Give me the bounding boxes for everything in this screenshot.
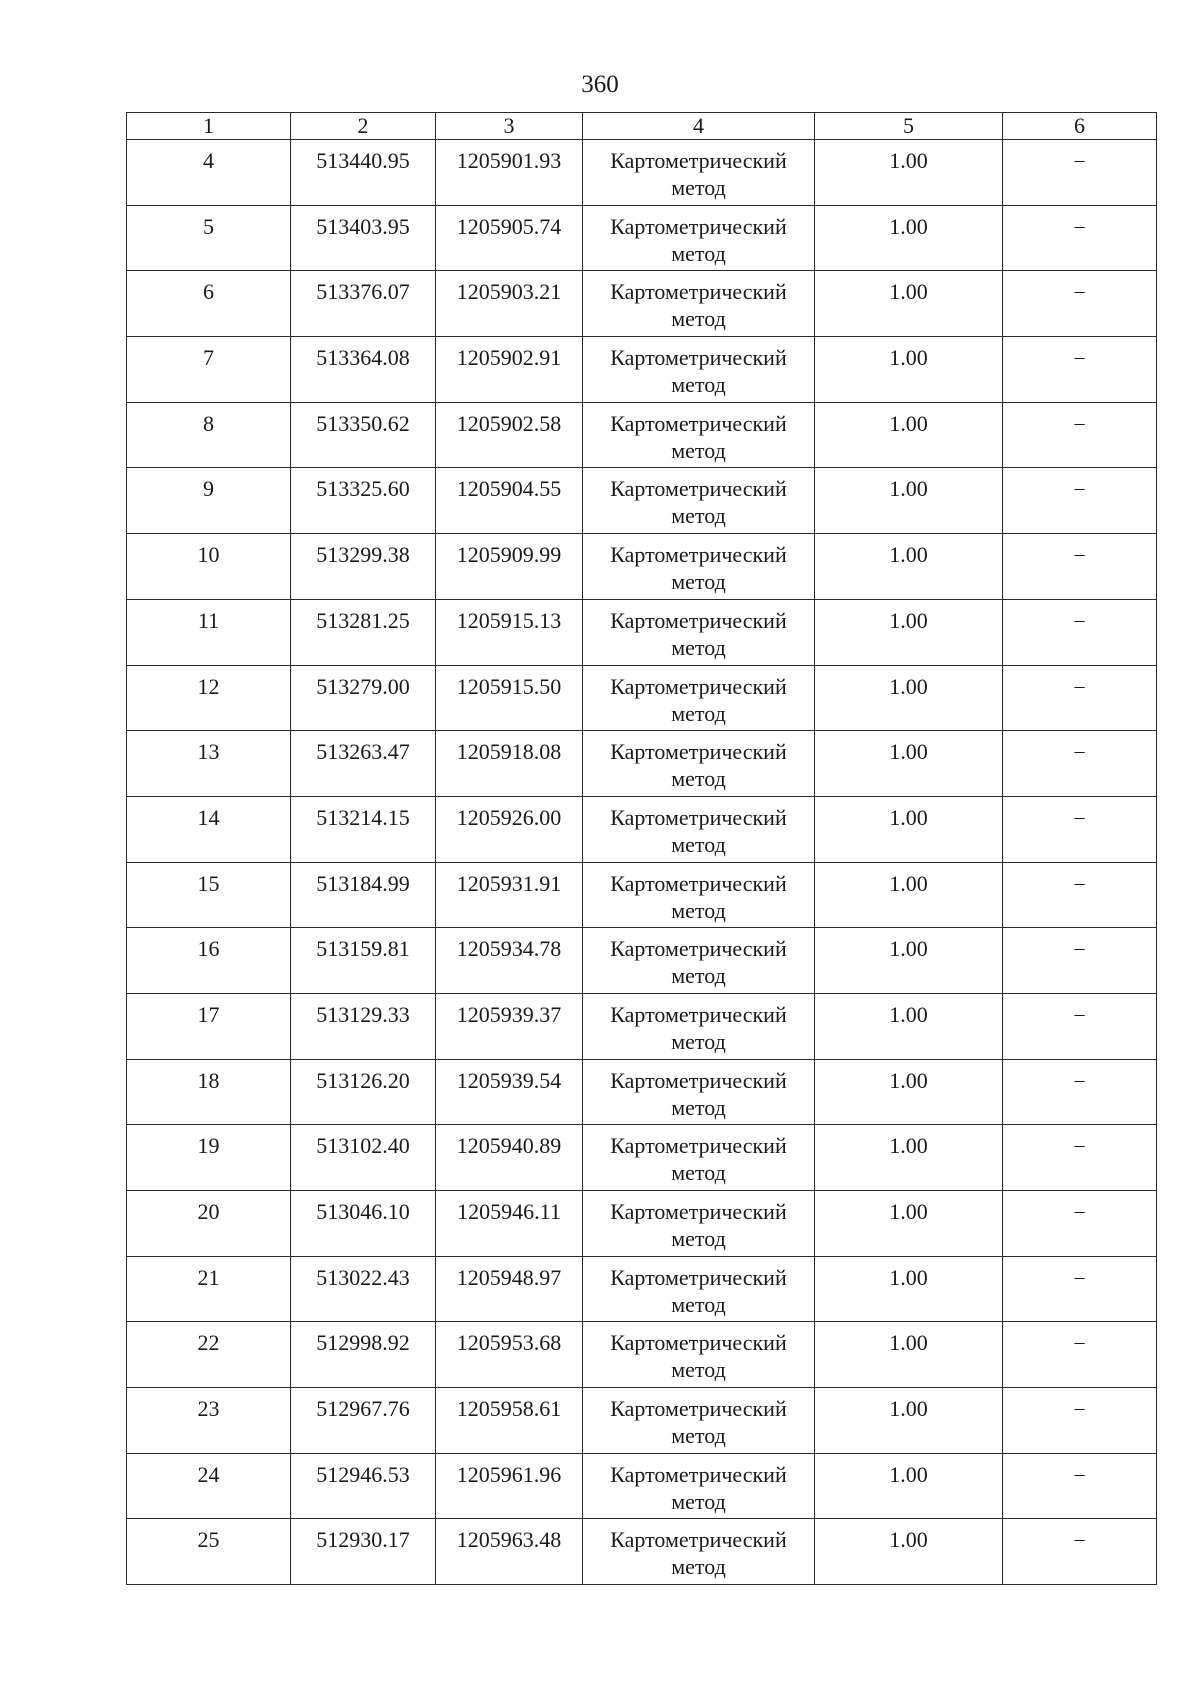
accuracy-cell: 1.00	[815, 862, 1003, 928]
accuracy-cell: 1.00	[815, 1453, 1003, 1519]
accuracy-cell: 1.00	[815, 337, 1003, 403]
coordinates-table	[126, 112, 1157, 1585]
y-coordinate-cell: 1205963.48	[436, 1519, 583, 1585]
table-row	[127, 1453, 1157, 1519]
table-row	[127, 1256, 1157, 1322]
table-row	[127, 796, 1157, 862]
point-number-cell: 9	[127, 468, 291, 534]
point-number-cell: 10	[127, 534, 291, 600]
header-cell-5: 5	[815, 113, 1003, 140]
x-coordinate-cell: 512930.17	[291, 1519, 436, 1585]
method-cell: Картометрический метод	[583, 862, 815, 928]
table-row	[127, 993, 1157, 1059]
y-coordinate-cell: 1205961.96	[436, 1453, 583, 1519]
point-number-cell: 25	[127, 1519, 291, 1585]
x-coordinate-cell: 512946.53	[291, 1453, 436, 1519]
point-number-cell: 13	[127, 731, 291, 797]
method-cell: Картометрический метод	[583, 1191, 815, 1257]
method-cell: Картометрический метод	[583, 599, 815, 665]
point-number-cell: 11	[127, 599, 291, 665]
table-row	[127, 862, 1157, 928]
method-cell: Картометрический метод	[583, 271, 815, 337]
method-cell: Картометрический метод	[583, 205, 815, 271]
y-coordinate-cell: 1205948.97	[436, 1256, 583, 1322]
header-cell-4: 4	[583, 113, 815, 140]
note-cell: –	[1003, 1453, 1157, 1519]
y-coordinate-cell: 1205940.89	[436, 1125, 583, 1191]
y-coordinate-cell: 1205903.21	[436, 271, 583, 337]
note-cell: –	[1003, 1059, 1157, 1125]
accuracy-cell: 1.00	[815, 1125, 1003, 1191]
note-cell: –	[1003, 468, 1157, 534]
x-coordinate-cell: 513350.62	[291, 402, 436, 468]
method-cell: Картометрический метод	[583, 993, 815, 1059]
y-coordinate-cell: 1205939.54	[436, 1059, 583, 1125]
method-cell: Картометрический метод	[583, 1125, 815, 1191]
header-row	[127, 113, 1157, 140]
x-coordinate-cell: 513281.25	[291, 599, 436, 665]
point-number-cell: 18	[127, 1059, 291, 1125]
table-row	[127, 1059, 1157, 1125]
table-row	[127, 1322, 1157, 1388]
point-number-cell: 21	[127, 1256, 291, 1322]
table-row	[127, 468, 1157, 534]
method-cell: Картометрический метод	[583, 796, 815, 862]
x-coordinate-cell: 513440.95	[291, 140, 436, 206]
point-number-cell: 6	[127, 271, 291, 337]
accuracy-cell: 1.00	[815, 271, 1003, 337]
x-coordinate-cell: 513214.15	[291, 796, 436, 862]
header-cell-3: 3	[436, 113, 583, 140]
table-row	[127, 271, 1157, 337]
table-row	[127, 1519, 1157, 1585]
point-number-cell: 20	[127, 1191, 291, 1257]
y-coordinate-cell: 1205934.78	[436, 928, 583, 994]
table-row	[127, 1191, 1157, 1257]
method-cell: Картометрический метод	[583, 1322, 815, 1388]
method-cell: Картометрический метод	[583, 1519, 815, 1585]
x-coordinate-cell: 513126.20	[291, 1059, 436, 1125]
note-cell: –	[1003, 1388, 1157, 1454]
note-cell: –	[1003, 993, 1157, 1059]
x-coordinate-cell: 513184.99	[291, 862, 436, 928]
point-number-cell: 5	[127, 205, 291, 271]
point-number-cell: 22	[127, 1322, 291, 1388]
note-cell: –	[1003, 796, 1157, 862]
point-number-cell: 15	[127, 862, 291, 928]
note-cell: –	[1003, 1125, 1157, 1191]
accuracy-cell: 1.00	[815, 140, 1003, 206]
method-cell: Картометрический метод	[583, 1256, 815, 1322]
y-coordinate-cell: 1205915.13	[436, 599, 583, 665]
table-row	[127, 1388, 1157, 1454]
x-coordinate-cell: 513279.00	[291, 665, 436, 731]
note-cell: –	[1003, 337, 1157, 403]
x-coordinate-cell: 512998.92	[291, 1322, 436, 1388]
note-cell: –	[1003, 140, 1157, 206]
y-coordinate-cell: 1205915.50	[436, 665, 583, 731]
point-number-cell: 7	[127, 337, 291, 403]
method-cell: Картометрический метод	[583, 928, 815, 994]
method-cell: Картометрический метод	[583, 1453, 815, 1519]
y-coordinate-cell: 1205953.68	[436, 1322, 583, 1388]
header-cell-2: 2	[291, 113, 436, 140]
y-coordinate-cell: 1205958.61	[436, 1388, 583, 1454]
table-body	[127, 140, 1157, 1585]
accuracy-cell: 1.00	[815, 1256, 1003, 1322]
table-row	[127, 140, 1157, 206]
note-cell: –	[1003, 665, 1157, 731]
accuracy-cell: 1.00	[815, 731, 1003, 797]
table-row	[127, 1125, 1157, 1191]
point-number-cell: 8	[127, 402, 291, 468]
table-row	[127, 665, 1157, 731]
y-coordinate-cell: 1205905.74	[436, 205, 583, 271]
x-coordinate-cell: 513325.60	[291, 468, 436, 534]
y-coordinate-cell: 1205904.55	[436, 468, 583, 534]
x-coordinate-cell: 513046.10	[291, 1191, 436, 1257]
header-cell-6: 6	[1003, 113, 1157, 140]
x-coordinate-cell: 513129.33	[291, 993, 436, 1059]
method-cell: Картометрический метод	[583, 337, 815, 403]
x-coordinate-cell: 513403.95	[291, 205, 436, 271]
y-coordinate-cell: 1205926.00	[436, 796, 583, 862]
accuracy-cell: 1.00	[815, 534, 1003, 600]
point-number-cell: 17	[127, 993, 291, 1059]
note-cell: –	[1003, 731, 1157, 797]
x-coordinate-cell: 513376.07	[291, 271, 436, 337]
accuracy-cell: 1.00	[815, 1388, 1003, 1454]
point-number-cell: 16	[127, 928, 291, 994]
note-cell: –	[1003, 205, 1157, 271]
method-cell: Картометрический метод	[583, 731, 815, 797]
accuracy-cell: 1.00	[815, 796, 1003, 862]
accuracy-cell: 1.00	[815, 928, 1003, 994]
accuracy-cell: 1.00	[815, 205, 1003, 271]
y-coordinate-cell: 1205902.91	[436, 337, 583, 403]
note-cell: –	[1003, 402, 1157, 468]
x-coordinate-cell: 513022.43	[291, 1256, 436, 1322]
note-cell: –	[1003, 1191, 1157, 1257]
y-coordinate-cell: 1205901.93	[436, 140, 583, 206]
method-cell: Картометрический метод	[583, 468, 815, 534]
table-row	[127, 731, 1157, 797]
table-header	[127, 113, 1157, 140]
header-cell-1: 1	[127, 113, 291, 140]
accuracy-cell: 1.00	[815, 993, 1003, 1059]
accuracy-cell: 1.00	[815, 665, 1003, 731]
y-coordinate-cell: 1205931.91	[436, 862, 583, 928]
accuracy-cell: 1.00	[815, 468, 1003, 534]
x-coordinate-cell: 512967.76	[291, 1388, 436, 1454]
y-coordinate-cell: 1205909.99	[436, 534, 583, 600]
accuracy-cell: 1.00	[815, 1059, 1003, 1125]
note-cell: –	[1003, 862, 1157, 928]
note-cell: –	[1003, 271, 1157, 337]
point-number-cell: 4	[127, 140, 291, 206]
y-coordinate-cell: 1205918.08	[436, 731, 583, 797]
accuracy-cell: 1.00	[815, 1322, 1003, 1388]
table-row	[127, 337, 1157, 403]
point-number-cell: 19	[127, 1125, 291, 1191]
point-number-cell: 14	[127, 796, 291, 862]
x-coordinate-cell: 513159.81	[291, 928, 436, 994]
y-coordinate-cell: 1205946.11	[436, 1191, 583, 1257]
table-row	[127, 534, 1157, 600]
method-cell: Картометрический метод	[583, 1059, 815, 1125]
x-coordinate-cell: 513299.38	[291, 534, 436, 600]
y-coordinate-cell: 1205902.58	[436, 402, 583, 468]
page-number: 360	[581, 71, 619, 98]
point-number-cell: 24	[127, 1453, 291, 1519]
accuracy-cell: 1.00	[815, 599, 1003, 665]
x-coordinate-cell: 513102.40	[291, 1125, 436, 1191]
note-cell: –	[1003, 1256, 1157, 1322]
note-cell: –	[1003, 1322, 1157, 1388]
method-cell: Картометрический метод	[583, 1388, 815, 1454]
note-cell: –	[1003, 534, 1157, 600]
table-row	[127, 205, 1157, 271]
method-cell: Картометрический метод	[583, 534, 815, 600]
method-cell: Картометрический метод	[583, 140, 815, 206]
point-number-cell: 23	[127, 1388, 291, 1454]
accuracy-cell: 1.00	[815, 402, 1003, 468]
method-cell: Картометрический метод	[583, 402, 815, 468]
point-number-cell: 12	[127, 665, 291, 731]
note-cell: –	[1003, 1519, 1157, 1585]
method-cell: Картометрический метод	[583, 665, 815, 731]
note-cell: –	[1003, 928, 1157, 994]
accuracy-cell: 1.00	[815, 1519, 1003, 1585]
table-row	[127, 402, 1157, 468]
note-cell: –	[1003, 599, 1157, 665]
table-row	[127, 599, 1157, 665]
accuracy-cell: 1.00	[815, 1191, 1003, 1257]
x-coordinate-cell: 513263.47	[291, 731, 436, 797]
x-coordinate-cell: 513364.08	[291, 337, 436, 403]
y-coordinate-cell: 1205939.37	[436, 993, 583, 1059]
table-row	[127, 928, 1157, 994]
